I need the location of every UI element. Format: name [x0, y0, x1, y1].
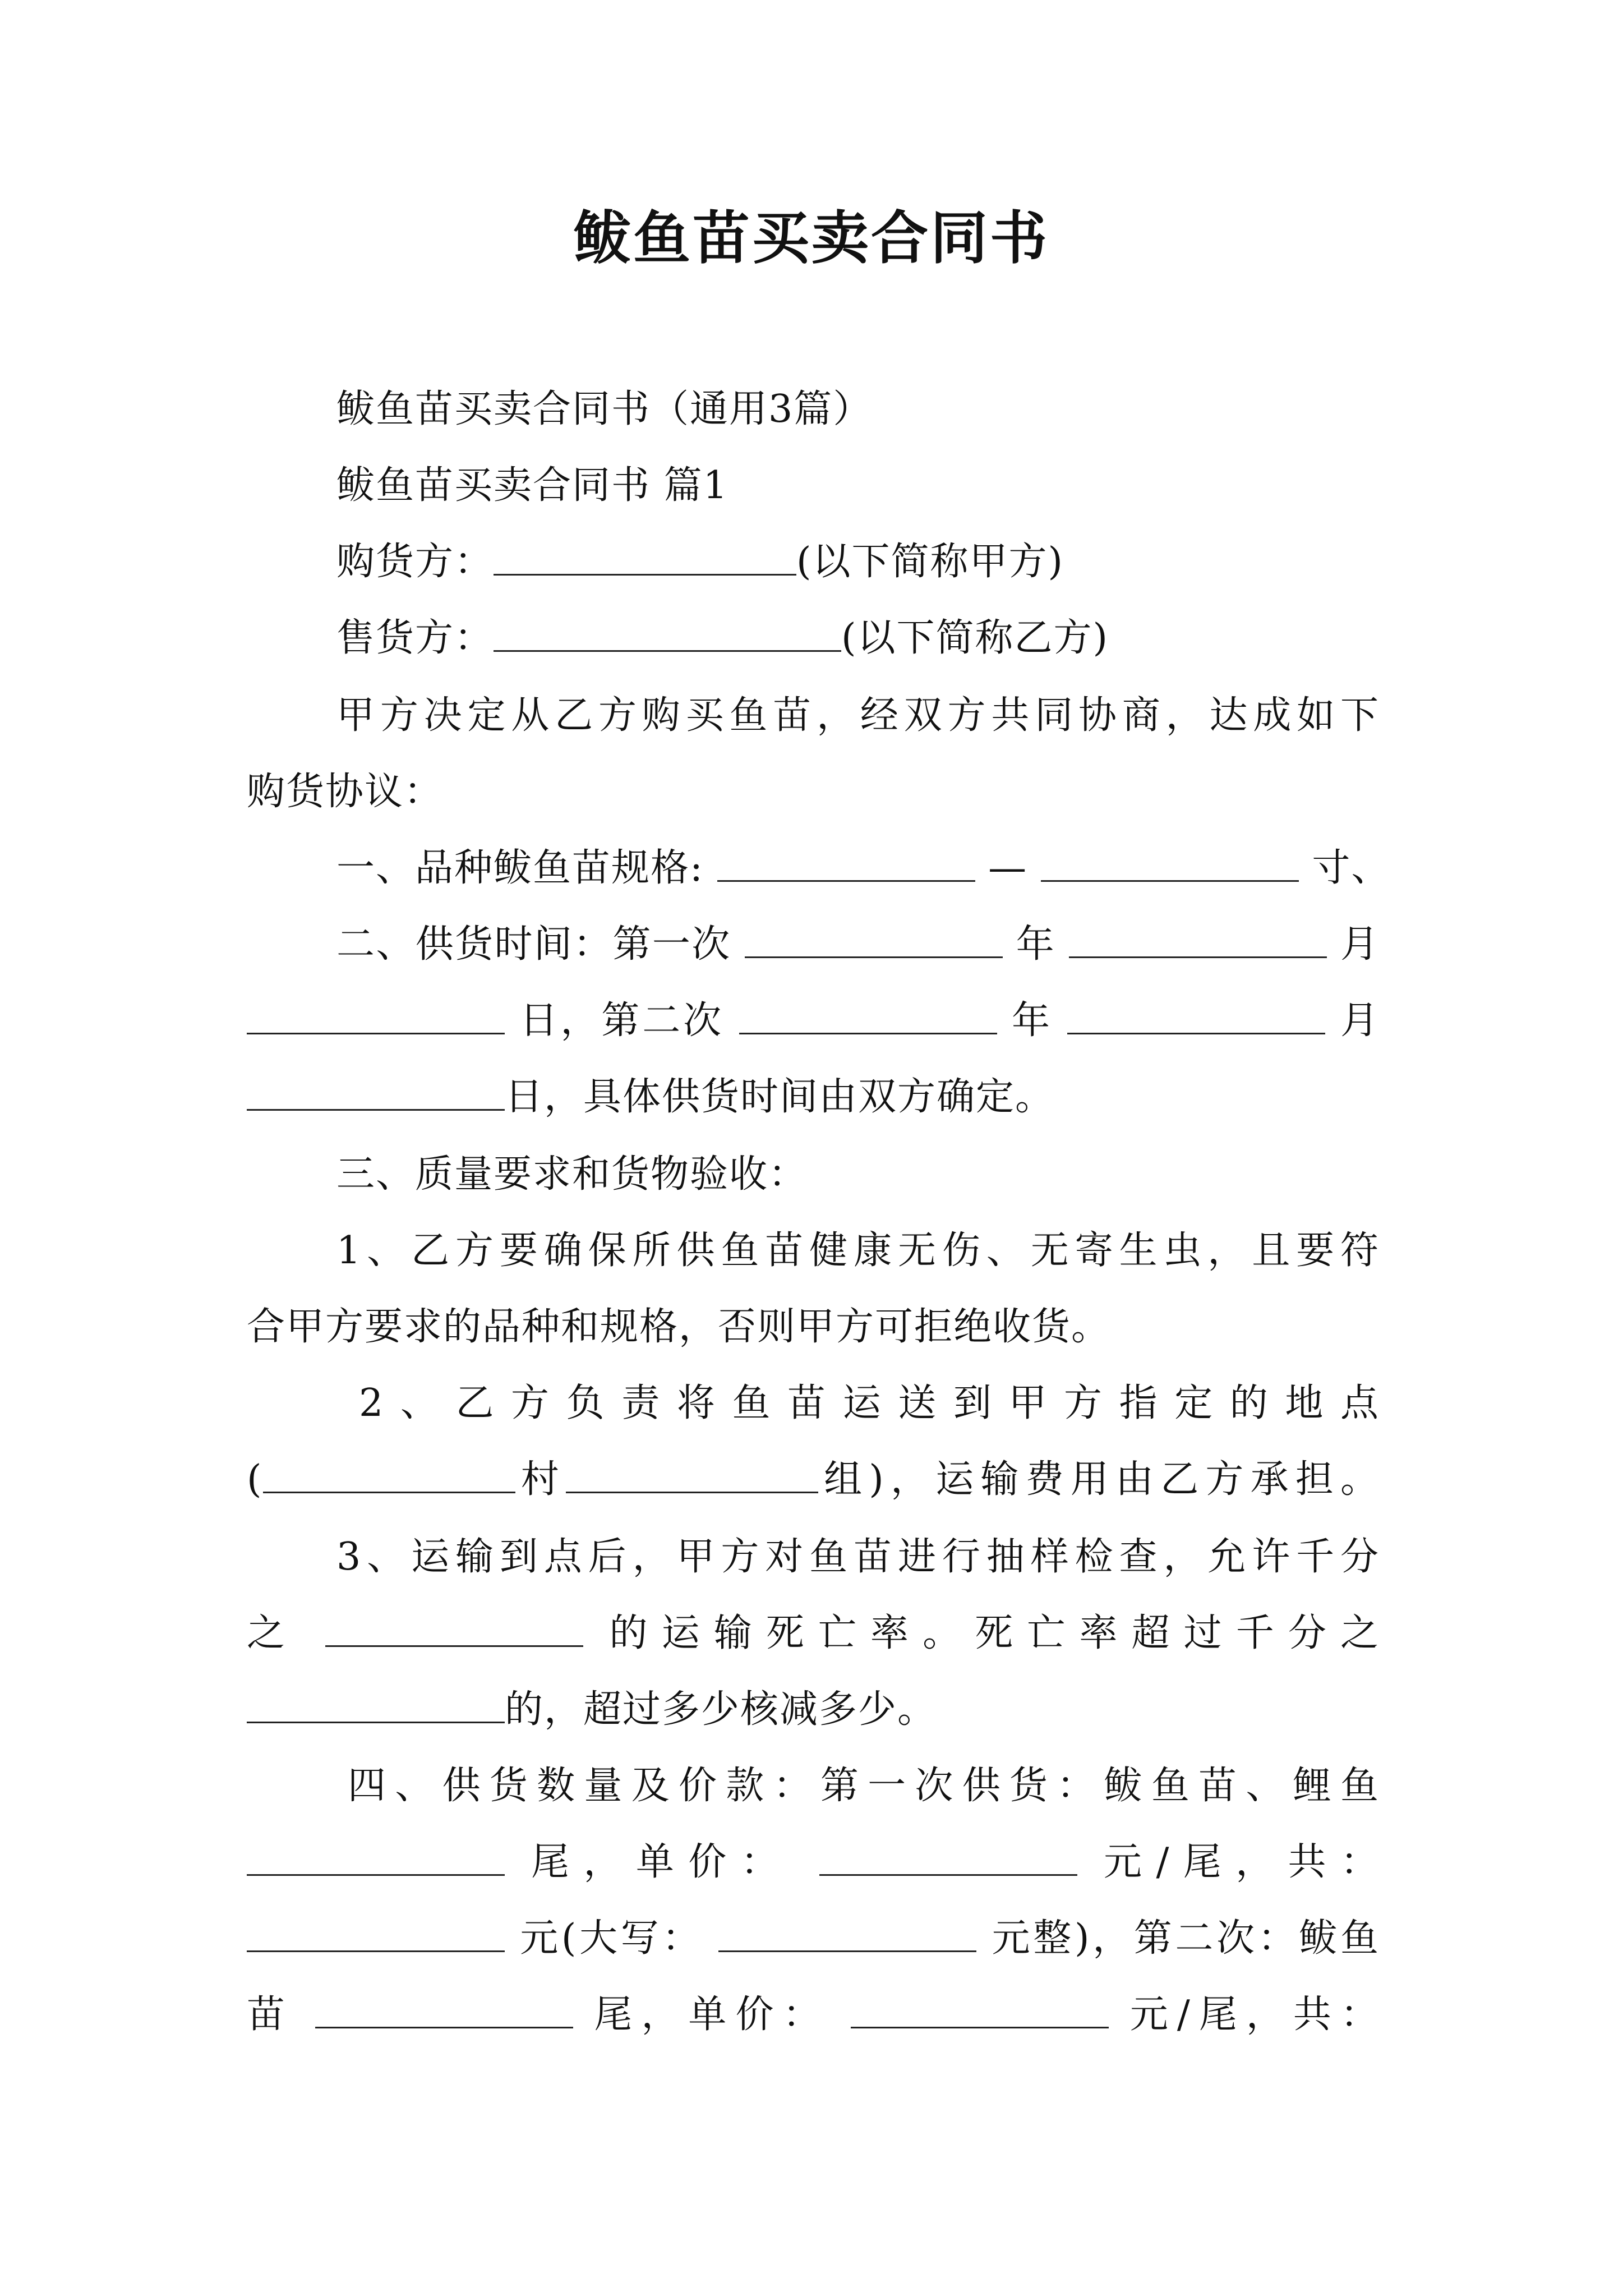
- second-month-blank: [1067, 998, 1325, 1034]
- item1-unit: 寸、: [1312, 846, 1391, 890]
- day-end-label: 日，具体供货时间由双方确定。: [505, 1075, 1055, 1119]
- group-blank: [566, 1457, 818, 1493]
- item1-dash: —: [988, 846, 1028, 890]
- zhi-label: 之: [247, 1611, 299, 1655]
- item4-line-4: [247, 1987, 1380, 2043]
- yuan-zheng-second-label: 元整)，第二次：鲅鱼: [992, 1916, 1380, 1961]
- village-label: 村: [515, 1457, 566, 1502]
- quality-3-end: 的，超过多少核减多少。: [505, 1687, 937, 1732]
- second-price-blank: [851, 1992, 1109, 2028]
- item2-line-3: [247, 1069, 1380, 1125]
- quality-3-line-1: 3、运输到点后，甲方对鱼苗进行抽样检查，允许千分: [336, 1535, 1380, 1579]
- quality-3-mid: 的运输死亡率。死亡率超过千分之: [609, 1611, 1380, 1655]
- item4-line-1: 四、供货数量及价款：第一次供货：鲅鱼苗、鲤鱼: [348, 1764, 1380, 1808]
- item3-title: 三、质量要求和货物验收：: [336, 1152, 808, 1197]
- item2-label: 二、供货时间：第一次: [336, 922, 731, 967]
- document-title: 鲅鱼苗买卖合同书: [574, 205, 1049, 272]
- item1-label: 一、品种鲅鱼苗规格:: [336, 846, 704, 890]
- item2-line-1: [336, 917, 1380, 973]
- yuan-per-wei-total-label: 元/尾，共：: [1129, 1993, 1380, 2037]
- quality-1-line-2: 合甲方要求的品种和规格，否则甲方可拒绝收货。: [247, 1305, 1111, 1349]
- quality-3-line-3: [247, 1682, 1380, 1738]
- first-total-words-blank: [718, 1916, 976, 1952]
- intro-line-2: 购货协议：: [247, 770, 444, 814]
- month-label: 月: [1340, 922, 1380, 967]
- buyer-suffix: (以下简称甲方): [796, 540, 1064, 584]
- day-second-label: 日，第二次: [519, 999, 724, 1043]
- wei-unit-price-label: 尾，单价：: [594, 1993, 830, 2037]
- second-year-blank: [739, 998, 997, 1034]
- open-paren: (: [247, 1457, 263, 1502]
- item4-line-2: [247, 1834, 1380, 1890]
- first-year-blank: [745, 922, 1003, 958]
- first-qty-blank: [247, 1839, 505, 1876]
- excess-rate-blank: [247, 1687, 505, 1723]
- second-qty-blank: [315, 1992, 573, 2028]
- first-month-blank: [1069, 922, 1327, 958]
- first-price-blank: [819, 1839, 1077, 1876]
- village-blank: [263, 1457, 515, 1493]
- quality-2-rest: 组)，运输费用由乙方承担。: [818, 1457, 1380, 1502]
- yuan-daxie-label: 元(大写：: [520, 1916, 704, 1961]
- buyer-label: 购货方：: [336, 540, 494, 584]
- item1-blank-min: [717, 845, 975, 882]
- second-day-blank: [247, 1074, 505, 1111]
- item4-line-3: [247, 1911, 1380, 1967]
- section-title: 鲅鱼苗买卖合同书 篇1: [336, 463, 728, 508]
- buyer-blank: [494, 539, 796, 576]
- first-total-blank: [247, 1916, 505, 1952]
- seller-label: 售货方：: [336, 616, 494, 660]
- quality-2-line-2: [247, 1452, 1380, 1508]
- item2-line-2: [247, 993, 1380, 1049]
- first-day-blank: [247, 998, 505, 1034]
- seller-suffix: (以下简称乙方): [841, 616, 1109, 660]
- seller-line: [336, 610, 1380, 666]
- miao-label: 苗: [247, 1993, 294, 2037]
- mortality-rate-blank: [325, 1611, 583, 1647]
- quality-2-line-1: 2、乙方负责将鱼苗运送到甲方指定的地点: [359, 1381, 1380, 1425]
- item1-blank-max: [1041, 845, 1299, 882]
- year-label: 年: [1012, 999, 1053, 1043]
- wei-unit-price-label: 尾，单价：: [531, 1840, 794, 1884]
- seller-blank: [494, 615, 841, 652]
- year-label: 年: [1016, 922, 1055, 967]
- intro-line-1: 甲方决定从乙方购买鱼苗，经双方共同协商，达成如下: [336, 693, 1380, 738]
- document-subtitle: 鲅鱼苗买卖合同书（通用3篇）: [336, 387, 873, 431]
- month-label: 月: [1340, 999, 1380, 1043]
- item1-line: [336, 840, 1391, 896]
- quality-1-line-1: 1、乙方要确保所供鱼苗健康无伤、无寄生虫，且要符: [336, 1228, 1380, 1273]
- buyer-line: [336, 534, 1380, 590]
- quality-3-line-2: [247, 1605, 1380, 1662]
- yuan-per-wei-total-label: 元/尾，共：: [1104, 1840, 1380, 1884]
